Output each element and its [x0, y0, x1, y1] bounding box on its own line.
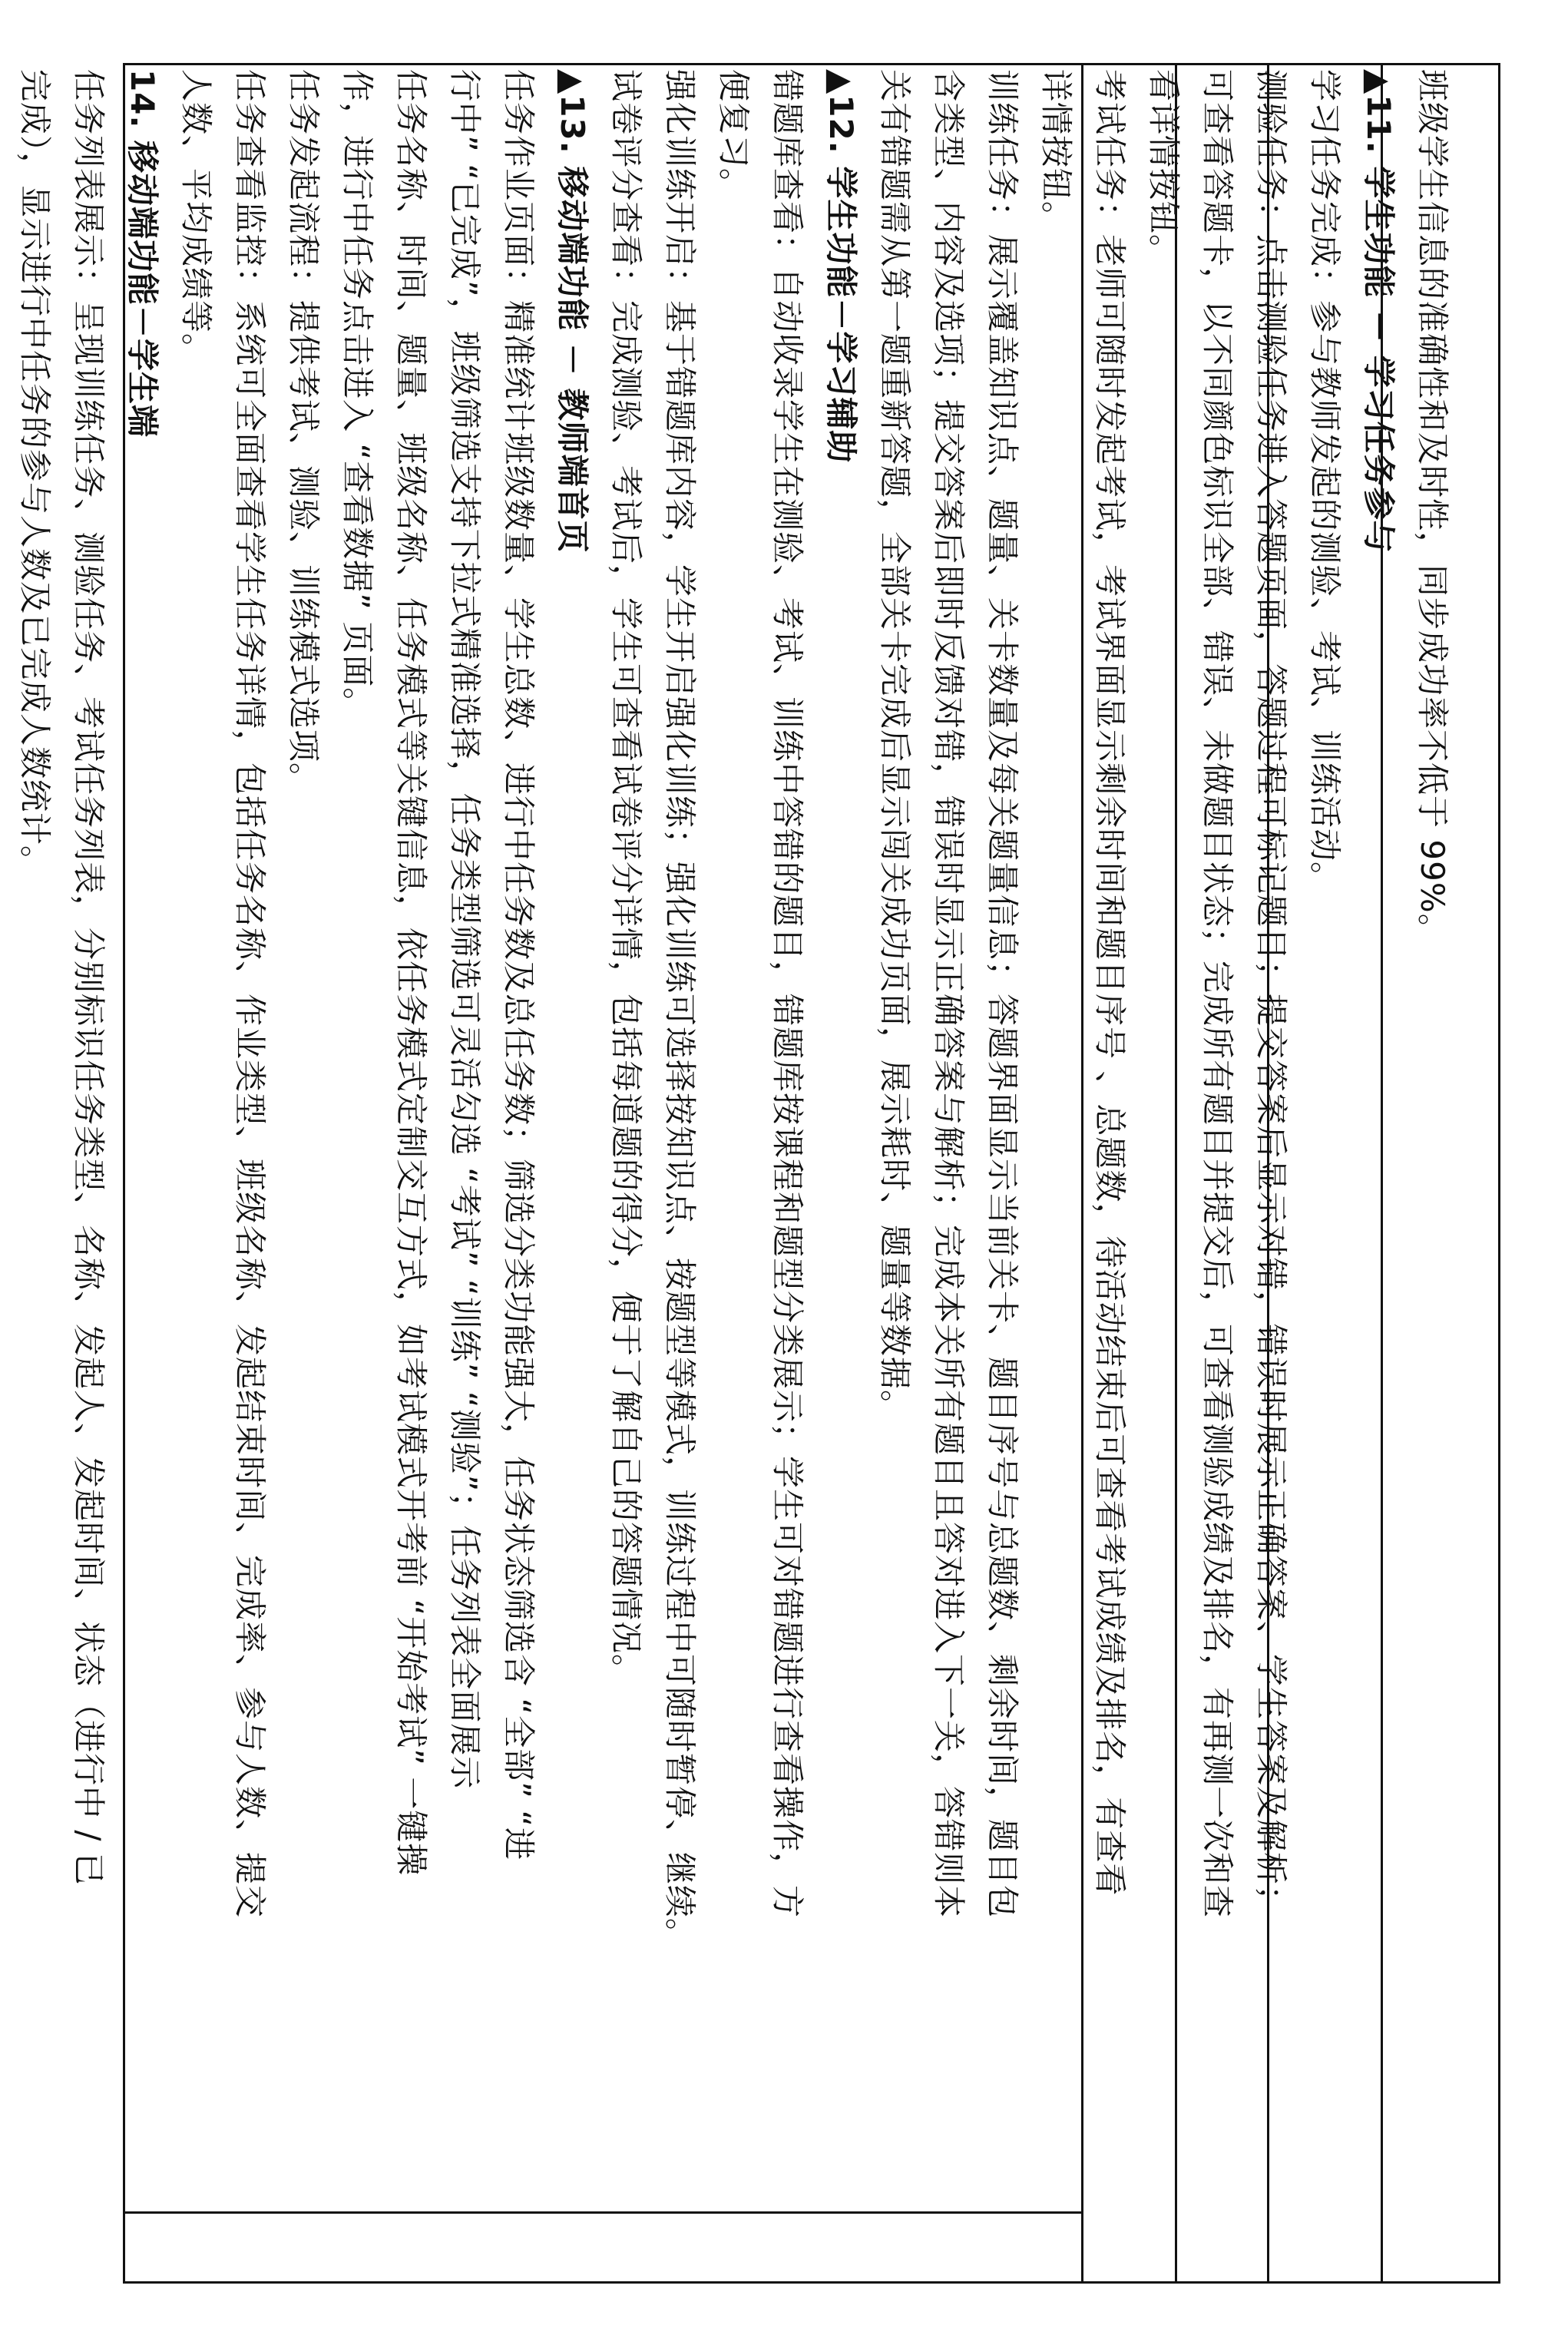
- text-line: 任务查看监控：系统可全面查看学生任务详情，包括任务名称、作业类型、班级名称、发起结束时间、完成率、参与人数、提交: [231, 69, 269, 1919]
- text-line: 完成），显示进行中任务的参与人数及已完成人数统计。: [16, 69, 54, 879]
- section-heading: 14. 移动端功能－学生端: [124, 69, 161, 438]
- text-line: 任务作业页面：精准统计班级数量、学生总数、进行中任务数及总任务数；筛选分类功能强大，任务状态筛选含 “全部” “进: [500, 69, 538, 1860]
- text-line: 班级学生信息的准确性和及时性，同步成功率不低于 99%。: [1414, 69, 1451, 947]
- text-line: 错题库查看：自动收录学生在测验、考试、训练中答错的题目，错题库按课程和题型分类展示；学生可对错题进行查看操作，方: [769, 69, 806, 1919]
- text-line: 测验任务：点击测验任务进入答题页面，答题过程可标记题目；提交答案后显示对错，错误时展示正确答案、学生答案及解析；: [1252, 69, 1290, 1919]
- text-line: 可查看答题卡，以不同颜色标识全部、错误、未做题目状态；完成所有题目并提交后，可查看测验成绩及排名，有再测一次和查: [1199, 69, 1236, 1919]
- text-line: 详情按钮。: [1037, 69, 1075, 235]
- text-line: 看详情按钮。: [1145, 69, 1183, 268]
- rotated-text-area: [16, 69, 1459, 2273]
- text-line: 便复习。: [715, 69, 753, 202]
- section-heading: ▲13. 移动端功能 － 教师端首页: [554, 69, 591, 554]
- text-line: 强化训练开启：基于错题库内容，学生开启强化训练；强化训练可选择按知识点、按题型等模式，训练过程中可随时暂停、继续。: [661, 69, 699, 1952]
- text-line: [0, 69, 8, 2273]
- section-heading: ▲11. 学生功能 － 学习任务参与: [1360, 69, 1398, 554]
- text-line: 作，进行中任务点击进入 “查看数据” 页面。: [339, 69, 376, 721]
- text-line: 训练任务：展示覆盖知识点、题量、关卡数量及每关题量信息；答题界面显示当前关卡、题目序号与总题数、剩余时间，题目包: [984, 69, 1021, 1919]
- document-body: [0, 69, 1459, 2273]
- text-line: 考试任务：老师可随时发起考试，考试界面显示剩余时间和题目序号 、总题数，待活动结束后可查看考试成绩及排名，有查看: [1091, 69, 1129, 1897]
- text-line: 任务名称、时间、题量、班级名称、任务模式等关键信息，依任务模式定制交互方式，如考试模式开考前 “开始考试” 一键操: [392, 69, 430, 1877]
- text-line: 含类型、内容及选项；提交答案后即时反馈对错，错误时显示正确答案与解析；完成本关所有题目且答对进入下一关，答错则本: [930, 69, 968, 1919]
- section-heading: ▲12. 学生功能－学习辅助: [822, 69, 860, 464]
- text-line: 试卷评分查看：完成测验、考试后，学生可查看试卷评分详情，包括每道题的得分，便于了解自己的答题情况。: [607, 69, 645, 1688]
- text-line: 行中” “已完成”，班级筛选支持下拉式精准选择，任务类型筛选可灵活勾选 “考试” “训练” “测验”；任务列表全面展示: [446, 69, 484, 1790]
- text-line: 任务发起流程：提供考试、测验、训练模式选项。: [285, 69, 323, 796]
- text-line: 学习任务完成：参与教师发起的测验、考试、训练活动。: [1306, 69, 1344, 895]
- text-line: 关有错题需从第一题重新答题，全部关卡完成后显示闯关成功页面，展示耗时、题量等数据。: [876, 69, 914, 1424]
- text-line: 任务列表展示：呈现训练任务、测验任务、考试任务列表，分别标识任务类型、名称、发起人、发起时间、状态（进行中 / 已: [70, 69, 108, 1886]
- text-line: 人数、平均成绩等。: [177, 69, 215, 367]
